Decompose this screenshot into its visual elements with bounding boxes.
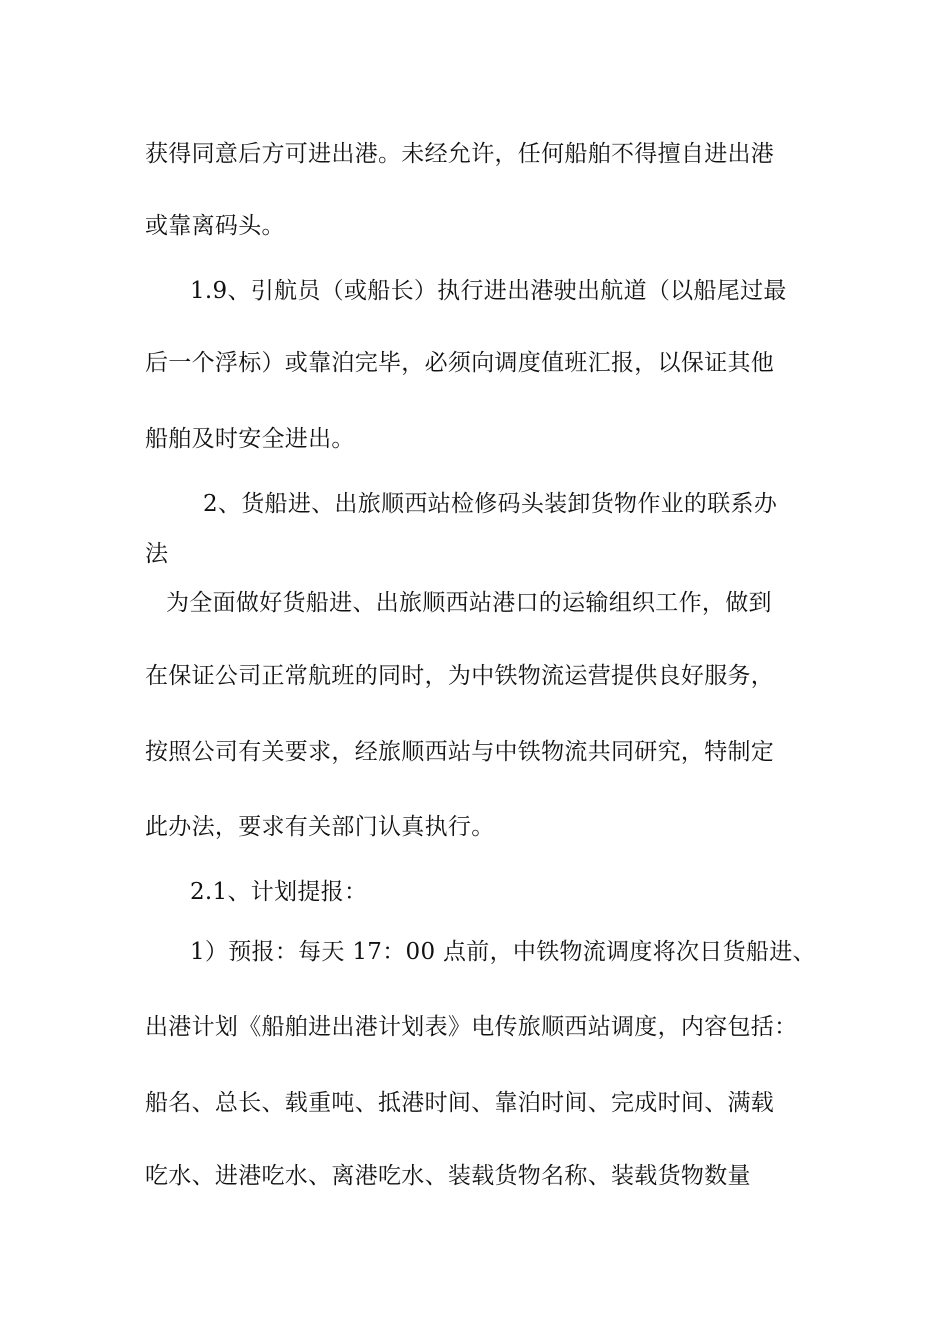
text-line: 此办法，要求有关部门认真执行。 bbox=[145, 814, 495, 840]
text-line: 1.9、引航员（或船长）执行进出港驶出航道（以船尾过最 bbox=[190, 278, 787, 304]
text-line: 船名、总长、载重吨、抵港时间、靠泊时间、完成时间、满载 bbox=[145, 1090, 775, 1116]
text-line: 在保证公司正常航班的同时，为中铁物流运营提供良好服务， bbox=[145, 663, 775, 689]
section-heading: 法 bbox=[145, 541, 169, 567]
text-line: 后一个浮标）或靠泊完毕，必须向调度值班汇报，以保证其他 bbox=[145, 350, 775, 376]
text-line: 按照公司有关要求，经旅顺西站与中铁物流共同研究，特制定 bbox=[145, 739, 775, 765]
text-line: 或靠离码头。 bbox=[145, 213, 285, 239]
section-heading: 2、货船进、出旅顺西站检修码头装卸货物作业的联系办 bbox=[203, 491, 778, 517]
text-line: 为全面做好货船进、出旅顺西站港口的运输组织工作，做到 bbox=[166, 590, 772, 616]
text-line: 吃水、进港吃水、离港吃水、装载货物名称、装载货物数量 bbox=[145, 1163, 751, 1189]
text-line: 船舶及时安全进出。 bbox=[145, 426, 355, 452]
text-line: 出港计划《船舶进出港计划表》电传旅顺西站调度，内容包括： bbox=[145, 1014, 798, 1040]
text-line: 获得同意后方可进出港。未经允许，任何船舶不得擅自进出港 bbox=[145, 141, 775, 167]
text-line: 1）预报：每天 17：00 点前，中铁物流调度将次日货船进、 bbox=[190, 939, 816, 965]
subsection-heading: 2.1、计划提报： bbox=[190, 879, 368, 905]
